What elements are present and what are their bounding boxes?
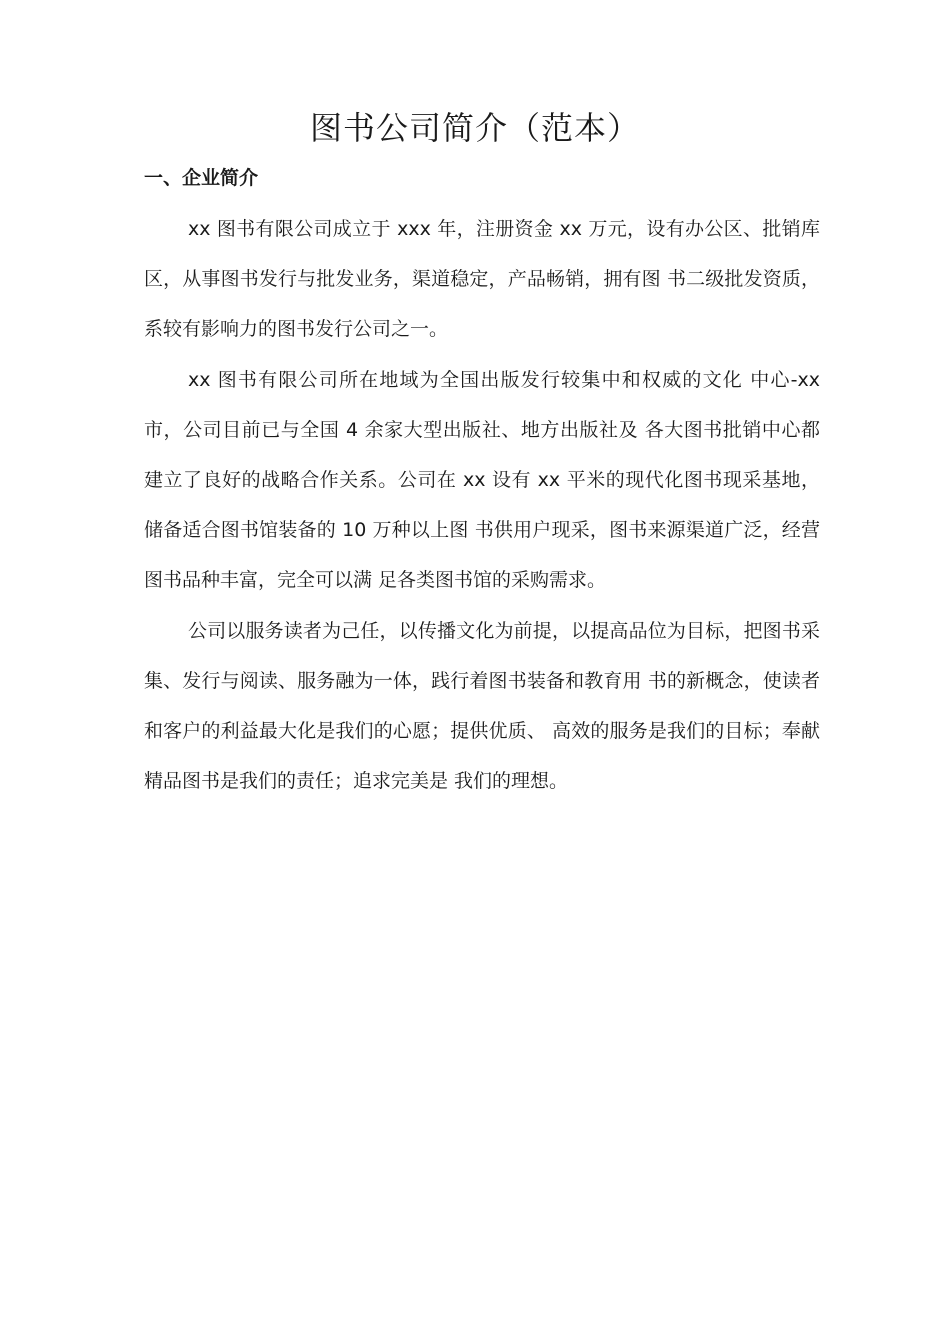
document-title: 图书公司简介（范本） [309, 109, 640, 147]
paragraph-company-overview: xx 图书有限公司成立于 xxx 年，注册资金 xx 万元，设有办公区、批销库区，从事图书发行与批发业务，渠道稳定，产品畅销，拥有图 书二级批发资质，系较有影响力的图书发行公司之一。 [144, 218, 820, 341]
section-heading: 一、企业简介 [144, 167, 259, 189]
paragraph-partnerships: xx 图书有限公司所在地域为全国出版发行较集中和权威的文化 中心-xx 市，公司目前已与全国 4 余家大型出版社、地方出版社及 各大图书批销中心都建立了良好的战略合作关系。公司在 xx 设有 xx 平米的现代化图书现采基地，储备适合图书馆装备的 10 万种以上图 书供用户现采，图书来源渠道广泛，经营图书品种丰富，完全可以满 足各类图书馆的采购需求。 [144, 368, 820, 592]
paragraph-mission: 公司以服务读者为己任，以传播文化为前提，以提高品位为目标，把图书采集、发行与阅读、服务融为一体，践行着图书装备和教育用 书的新概念，使读者和客户的利益最大化是我们的心愿；提供优质、 高效的服务是我们的目标；奉献精品图书是我们的责任；追求完美是 我们的理想。 [144, 619, 820, 793]
body-text [144, 204, 820, 806]
